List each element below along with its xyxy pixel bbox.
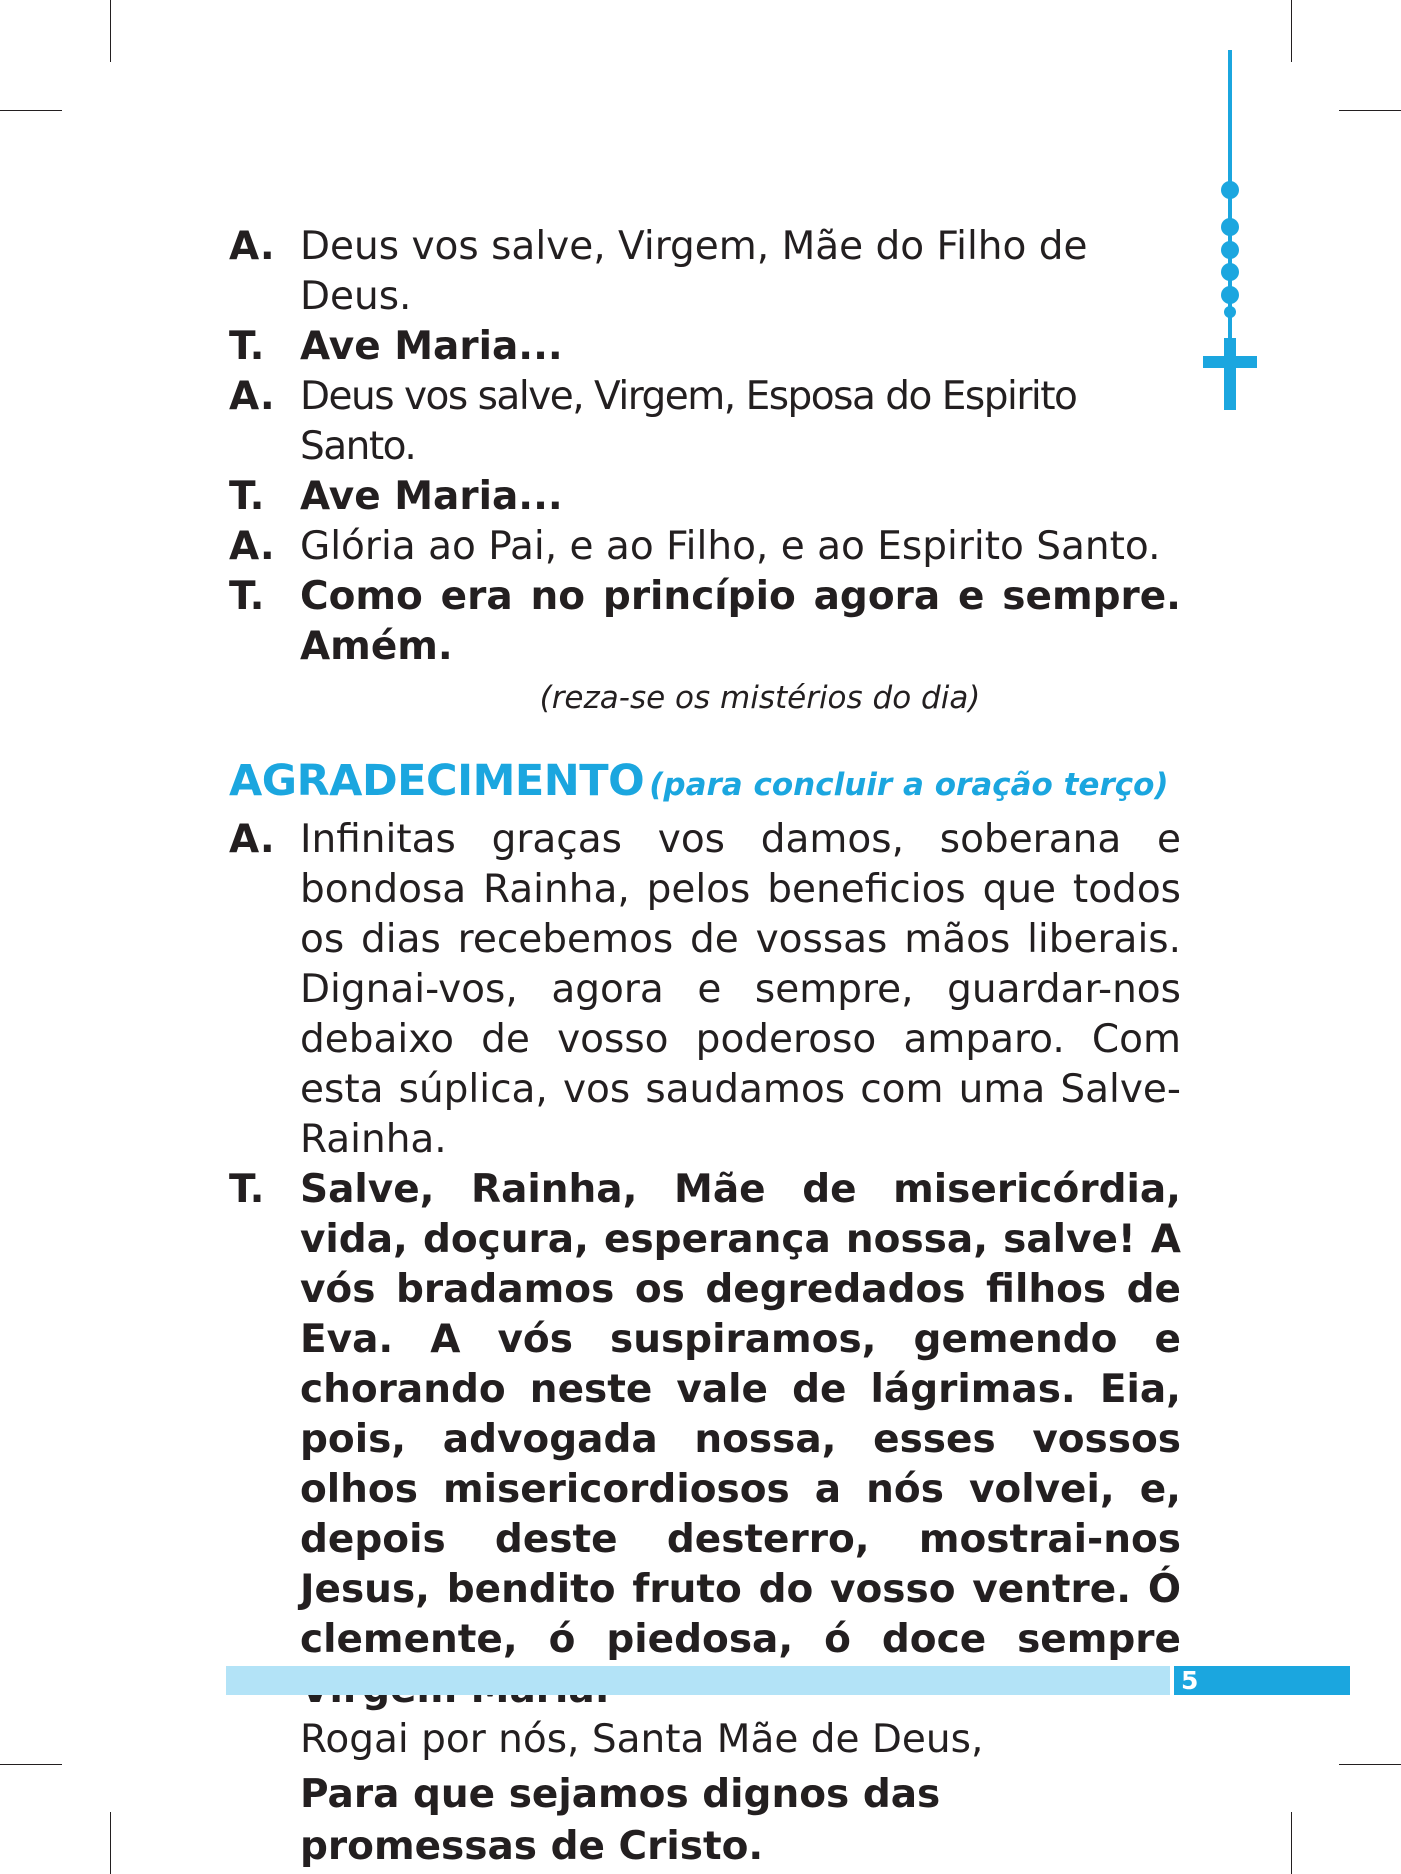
response: Para que sejamos dignos das promessas de Cristo. [300, 1772, 941, 1869]
speaker-marker: T. [229, 574, 265, 619]
speaker-marker: A. [229, 817, 275, 862]
verse-line [229, 322, 1181, 372]
speaker-marker: A. [229, 224, 275, 269]
speaker-marker: T. [229, 1167, 265, 1212]
versicle: Rogai por nós, Santa Mãe de Deus, [300, 1717, 984, 1762]
section-subtitle: (para concluir a oração terço) [649, 767, 1169, 803]
verse-line [229, 472, 1181, 522]
verse-text: Como era no princípio agora e sempre. Amém. [300, 574, 1181, 669]
prayer-paragraph [229, 815, 1181, 1165]
verse-text: Deus vos salve, Virgem, Mãe do Filho de Deus. [300, 224, 1088, 319]
footer-bar [226, 1666, 1170, 1695]
verse-line [229, 572, 1181, 672]
crop-mark [0, 110, 62, 111]
verse-line [229, 222, 1181, 322]
crop-mark [1291, 0, 1292, 62]
crop-mark [0, 1764, 62, 1765]
page-number: 5 [1181, 1666, 1199, 1695]
speaker-marker: A. [229, 374, 275, 419]
speaker-marker: A. [229, 524, 275, 569]
section-heading [229, 756, 1181, 815]
verse-text: Glória ao Pai, e ao Filho, e ao Espirito Santo. [300, 524, 1161, 569]
rubric-note: (reza-se os mistérios do dia) [539, 680, 981, 716]
section-title: AGRADECIMENTO [229, 756, 645, 806]
prayer-text: Infinitas graças vos damos, soberana e bondosa Rainha, pelos beneficios que todos os dias recebemos de vossas mãos liberais. Dignai-vos, agora e sempre, guardar-nos debaixo de vosso poderoso amparo. Com esta súplica, vos saudamos com uma Salve-Rainha. [300, 817, 1181, 1162]
verse-text: Ave Maria... [300, 474, 563, 519]
verse-text: Deus vos salve, Virgem, Esposa do Espirito Santo. [300, 374, 1077, 469]
crop-mark [110, 1812, 111, 1874]
crop-mark [1339, 1764, 1401, 1765]
page-number-box [1174, 1666, 1350, 1695]
verse-text: Ave Maria... [300, 324, 563, 369]
prayer-paragraph [229, 1165, 1181, 1715]
crop-mark [110, 0, 111, 62]
prayer-text: Salve, Rainha, Mãe de misericórdia, vida, doçura, esperança nossa, salve! A vós bradamos os degredados filhos de Eva. A vós suspiramos, gemendo e chorando neste vale de lágrimas. Eia, pois, advogada nossa, esses vossos olhos misericordiosos a nós volvei, e, depois deste desterro, mostrai-nos Jesus, bendito fruto do vosso ventre. Ó clemente, ó piedosa, ó doce sempre [300, 1167, 1181, 1662]
verse-line [229, 372, 1181, 472]
verse-line [229, 522, 1181, 572]
crop-mark [1339, 110, 1401, 111]
speaker-marker: T. [229, 474, 265, 519]
speaker-marker: T. [229, 324, 265, 369]
rosary-icon [1200, 50, 1260, 420]
page-content [229, 222, 1181, 1873]
crop-mark [1291, 1812, 1292, 1874]
